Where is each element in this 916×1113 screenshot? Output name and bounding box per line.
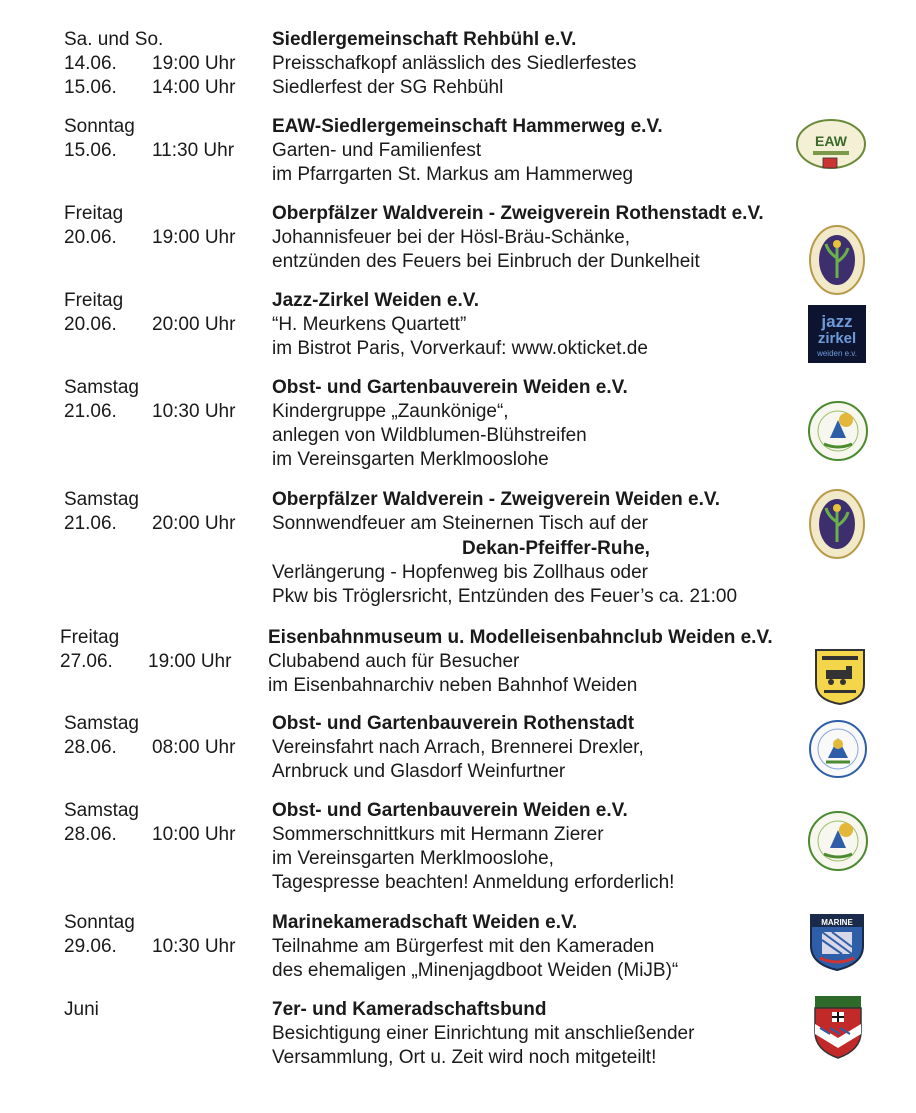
event-description: Siedlerfest der SG Rehbühl — [272, 77, 504, 98]
event-organizer: Siedlergemeinschaft Rehbühl e.V. — [272, 29, 577, 50]
event-date: 29.06. — [64, 936, 117, 957]
event-date: 14.06. — [64, 53, 117, 74]
event-date: 20.06. — [64, 227, 117, 248]
event-description: Sommerschnittkurs mit Hermann Zierer — [272, 824, 604, 845]
event-date: 28.06. — [64, 824, 117, 845]
event-description: “H. Meurkens Quartett” — [272, 314, 467, 335]
event-description: im Vereinsgarten Merklmooslohe — [272, 449, 549, 470]
event-description: Teilnahme am Bürgerfest mit den Kameraden — [272, 936, 655, 957]
event-day: Sonntag — [64, 912, 135, 933]
event-time: 20:00 Uhr — [152, 513, 236, 534]
eaw-logo-icon — [795, 116, 867, 174]
event-description: Versammlung, Ort u. Zeit wird noch mitgeteilt! — [272, 1047, 657, 1068]
event-description: Verlängerung - Hopfenweg bis Zollhaus oder — [272, 562, 649, 583]
event-description: anlegen von Wildblumen-Blühstreifen — [272, 425, 587, 446]
event-description: Johannisfeuer bei der Hösl-Bräu-Schänke, — [272, 227, 631, 248]
event-time: 20:00 Uhr — [152, 314, 236, 335]
event-description: entzünden des Feuers bei Einbruch der Dunkelheit — [272, 251, 700, 272]
event-date: 27.06. — [60, 651, 113, 672]
event-location-highlight: Dekan-Pfeiffer-Ruhe, — [462, 538, 650, 559]
event-time: 10:30 Uhr — [152, 936, 236, 957]
jazz-zirkel-logo-icon — [808, 305, 866, 363]
event-day: Samstag — [64, 377, 139, 398]
event-organizer: Jazz-Zirkel Weiden e.V. — [272, 290, 479, 311]
kameradschaft-logo-icon — [812, 994, 864, 1060]
event-description: im Bistrot Paris, Vorverkauf: www.okticket.de — [272, 338, 648, 359]
marine-logo-text: MARINE — [821, 918, 853, 927]
event-organizer: Oberpfälzer Waldverein - Zweigverein Rothenstadt e.V. — [272, 203, 764, 224]
gartenbau-logo-icon — [808, 398, 868, 464]
event-organizer: Obst- und Gartenbauverein Weiden e.V. — [272, 800, 628, 821]
event-day: Freitag — [64, 290, 124, 311]
event-organizer: EAW-Siedlergemeinschaft Hammerweg e.V. — [272, 116, 663, 137]
event-description: Kindergruppe „Zaunkönige“, — [272, 401, 509, 422]
event-time: 14:00 Uhr — [152, 77, 236, 98]
event-description: Sonnwendfeuer am Steinernen Tisch auf der — [272, 513, 649, 534]
event-description: Pkw bis Tröglersricht, Entzünden des Feuer’s ca. 21:00 — [272, 586, 738, 607]
event-time: 08:00 Uhr — [152, 737, 236, 758]
event-day: Sonntag — [64, 116, 135, 137]
gartenbau-logo-icon — [808, 808, 868, 874]
event-description: Garten- und Familienfest — [272, 140, 482, 161]
event-date: 15.06. — [64, 140, 117, 161]
event-description: Vereinsfahrt nach Arrach, Brennerei Drexler, — [272, 737, 644, 758]
waldverein-logo-icon — [808, 224, 866, 296]
event-description: Preisschafkopf anlässlich des Siedlerfestes — [272, 53, 637, 74]
event-day: Freitag — [64, 203, 124, 224]
event-day: Juni — [64, 999, 99, 1020]
event-description: im Eisenbahnarchiv neben Bahnhof Weiden — [268, 675, 638, 696]
event-description: Clubabend auch für Besucher — [268, 651, 520, 672]
event-description: Tagespresse beachten! Anmeldung erforderlich! — [272, 872, 675, 893]
event-description: Arnbruck und Glasdorf Weinfurtner — [272, 761, 566, 782]
event-time: 19:00 Uhr — [148, 651, 232, 672]
jazz-logo-line: jazz — [821, 312, 853, 331]
event-description: im Vereinsgarten Merklmooslohe, — [272, 848, 554, 869]
eisenbahn-logo-icon — [814, 648, 866, 706]
event-organizer: Eisenbahnmuseum u. Modelleisenbahnclub Weiden e.V. — [268, 627, 773, 648]
event-organizer: Obst- und Gartenbauverein Rothenstadt — [272, 713, 635, 734]
event-organizer: Obst- und Gartenbauverein Weiden e.V. — [272, 377, 628, 398]
event-day: Freitag — [60, 627, 120, 648]
event-date: 28.06. — [64, 737, 117, 758]
event-organizer: Marinekameradschaft Weiden e.V. — [272, 912, 578, 933]
jazz-logo-line: zirkel — [817, 330, 857, 347]
event-time: 19:00 Uhr — [152, 227, 236, 248]
event-description: im Pfarrgarten St. Markus am Hammerweg — [272, 164, 634, 185]
event-date: 21.06. — [64, 513, 117, 534]
event-time: 19:00 Uhr — [152, 53, 236, 74]
waldverein-logo-icon — [808, 488, 866, 560]
event-date: 20.06. — [64, 314, 117, 335]
eaw-logo-text: EAW — [815, 133, 847, 149]
event-description: des ehemaligen „Minenjagdboot Weiden (MiJB)“ — [272, 960, 679, 981]
event-organizer: 7er- und Kameradschaftsbund — [272, 999, 547, 1020]
event-day: Samstag — [64, 800, 139, 821]
event-day: Samstag — [64, 489, 139, 510]
event-time: 10:00 Uhr — [152, 824, 236, 845]
jazz-logo-line: weiden e.v. — [817, 349, 857, 358]
event-description: Besichtigung einer Einrichtung mit anschließender — [272, 1023, 695, 1044]
marine-logo-icon — [808, 912, 866, 972]
event-date: 15.06. — [64, 77, 117, 98]
event-organizer: Oberpfälzer Waldverein - Zweigverein Weiden e.V. — [272, 489, 721, 510]
event-day: Sa. und So. — [64, 29, 164, 50]
event-date: 21.06. — [64, 401, 117, 422]
event-day: Samstag — [64, 713, 139, 734]
event-time: 11:30 Uhr — [152, 140, 235, 161]
gartenbau-rothenstadt-logo-icon — [808, 718, 868, 780]
event-time: 10:30 Uhr — [152, 401, 236, 422]
